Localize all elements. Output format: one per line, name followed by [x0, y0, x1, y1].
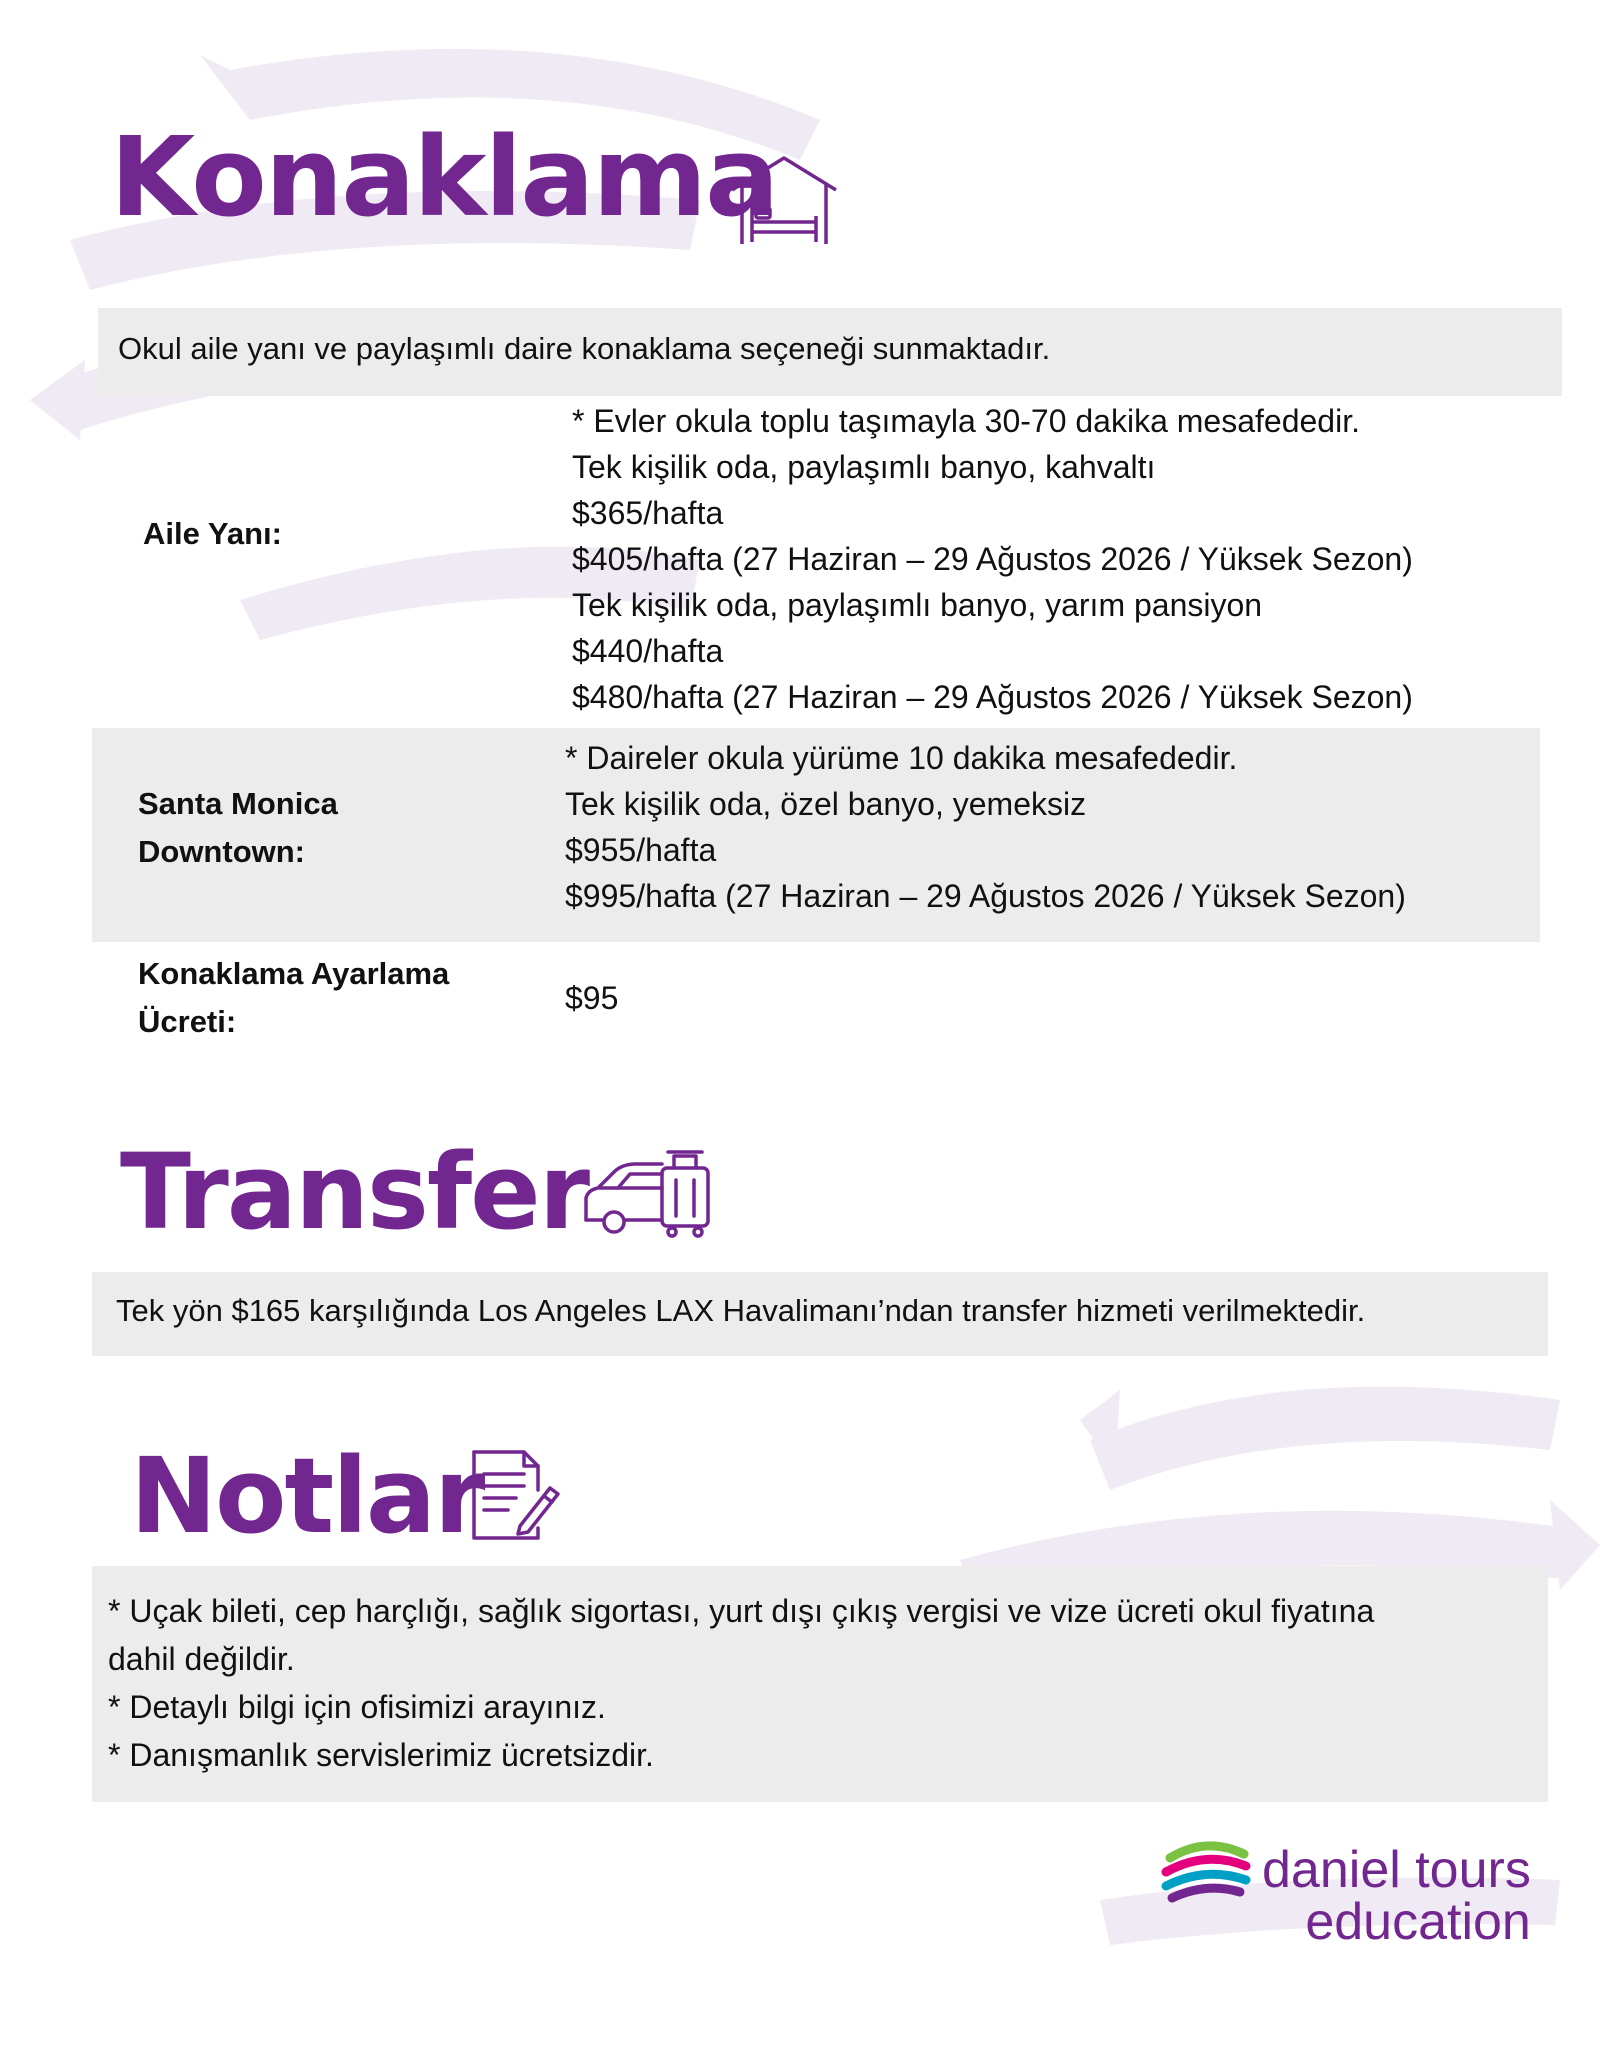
logo-line-1: daniel tours	[1262, 1841, 1531, 1899]
apartment-label-line: Downtown:	[138, 834, 306, 869]
apartment-details	[565, 735, 1406, 919]
apartment-line: * Daireler okula yürüme 10 dakika mesafededir.	[565, 740, 1238, 776]
accommodation-title: Konaklama	[110, 113, 778, 241]
apartment-label	[138, 780, 338, 876]
homestay-line: * Evler okula toplu taşımayla 30-70 dakika mesafededir.	[572, 403, 1360, 439]
daniel-tours-logo-text	[1262, 1841, 1531, 1951]
apartment-label-line: Santa Monica	[138, 786, 338, 821]
car-luggage-icon	[578, 1148, 718, 1240]
homestay-line: $405/hafta (27 Haziran – 29 Ağustos 2026 / Yüksek Sezon)	[572, 541, 1413, 577]
note-line: * Uçak bileti, cep harçlığı, sağlık sigortası, yurt dışı çıkış vergisi ve vize ücreti okul fiyatına	[108, 1593, 1375, 1629]
homestay-line: $440/hafta	[572, 633, 724, 669]
daniel-tours-logo-mark	[1160, 1832, 1252, 1912]
placement-fee-label-line: Konaklama Ayarlama	[138, 956, 450, 991]
notes-title: Notlar	[130, 1435, 484, 1557]
placement-fee-label	[138, 950, 449, 1046]
homestay-line: $480/hafta (27 Haziran – 29 Ağustos 2026 / Yüksek Sezon)	[572, 679, 1413, 715]
note-line: * Detaylı bilgi için ofisimizi arayınız.	[108, 1689, 606, 1725]
apartment-line: $995/hafta (27 Haziran – 29 Ağustos 2026 / Yüksek Sezon)	[565, 878, 1406, 914]
apartment-line: Tek kişilik oda, özel banyo, yemeksiz	[565, 786, 1087, 822]
apartment-line: $955/hafta	[565, 832, 717, 868]
notes-list	[108, 1587, 1374, 1779]
placement-fee-label-line: Ücreti:	[138, 1004, 237, 1039]
bed-house-icon	[728, 154, 840, 246]
homestay-details	[572, 398, 1413, 720]
transfer-text: Tek yön $165 karşılığında Los Angeles LAX Havalimanı’ndan transfer hizmeti verilmektedir.	[116, 1293, 1366, 1328]
note-line: dahil değildir.	[108, 1641, 295, 1677]
homestay-label: Aile Yanı:	[143, 516, 282, 551]
note-line: * Danışmanlık servislerimiz ücretsizdir.	[108, 1737, 654, 1773]
accommodation-intro: Okul aile yanı ve paylaşımlı daire konaklama seçeneği sunmaktadır.	[118, 331, 1051, 366]
document-edit-icon	[468, 1448, 564, 1544]
transfer-title: Transfer	[120, 1131, 588, 1253]
logo-line-2: education	[1305, 1893, 1531, 1951]
homestay-line: Tek kişilik oda, paylaşımlı banyo, yarım pansiyon	[572, 587, 1263, 623]
placement-fee-value: $95	[565, 980, 619, 1016]
homestay-line: Tek kişilik oda, paylaşımlı banyo, kahvaltı	[572, 449, 1156, 485]
homestay-line: $365/hafta	[572, 495, 724, 531]
